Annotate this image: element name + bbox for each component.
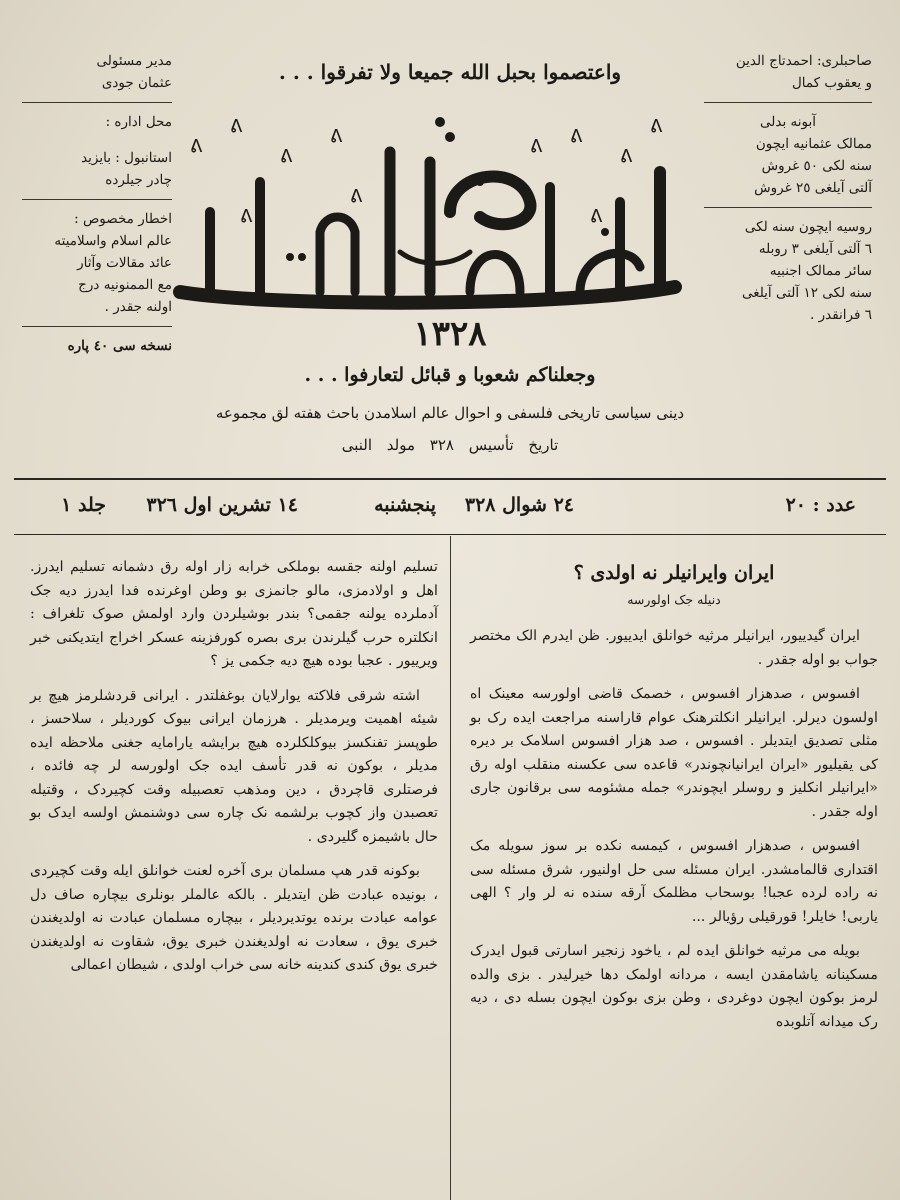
office-line: چادر جیلرده (105, 172, 172, 188)
office-title: محل اداره : (105, 114, 172, 130)
subscription-line: آلتی آیلغی ٢٥ غروش (754, 180, 872, 196)
article-paragraph: افسوس ، صدهزار افسوس ، کیمسه نکده بر سوز سویله مک اقتداری قالمامشدر. ایران مسئله سی حل اولنیور، شرق مسئله سی نه راده لرده عجبا! بوسحاب مظلمک آرقه سنده نه لر وار ؟ الهی یاربی! خایلر! قورقیلی رؤیالر ... (470, 838, 878, 925)
subscription-title: آبونه بدلی (760, 114, 816, 130)
article-paragraph: ایران گیدییور، ایرانیلر مرثیه خوانلق ایدییور. ظن ایدرم الک مختصر جواب بو اوله جقدر . (470, 628, 878, 668)
volume-number: جلد ١ (61, 494, 106, 516)
motto-bottom: وجعلناکم شعوبا و قبائل لتعارفوا . . . (304, 364, 596, 386)
article-paragraph: اشته شرقی فلاکته یوارلایان بوغفلتدر . ایرانی قردشلرمز هیچ بر شیئه اهمیت ویرمدیلر . هرزمان ایرانی بیوک کوردیلر ، سلاحسز ، طوپسز تفنکسز بیوکلکلرده هیچ برایشه یارامایه جغنی ملاحظه ایده مدیلر ، بوکون نه قدر تأسف ایده جک اولورسه لر چه فائده ، فرصتلری قاچردق ، دین ومذهب تعصبیله وقت کچیردک ، وقتیله تعصبدن واز کچوب برلشمه نک چاره سی دوشنمش اولسه ایدک بو حال باشیمزه گلیردی . (30, 687, 438, 845)
divider (704, 207, 872, 208)
russia-line: روسیه ایچون سنه لکی (744, 219, 872, 235)
notice-line: عائد مقالات وآثار (77, 255, 172, 271)
hijri-date: ٢٤ شوال ٣٢٨ (464, 494, 574, 516)
svg-text:ᕕ: ᕕ (590, 206, 603, 227)
svg-text:ᕕ: ᕕ (240, 206, 253, 227)
bottom-rule (14, 534, 886, 535)
column-divider (450, 536, 451, 1200)
issue-bar (14, 482, 886, 530)
subscription-line: سنه لکی ٥٠ غروش (761, 158, 872, 174)
owners-line-2: و یعقوب کمال (791, 75, 872, 91)
rumi-date: ١٤ تشرین اول ٣٢٦ (146, 494, 298, 516)
svg-text:ᕕ: ᕕ (190, 136, 203, 157)
subscription-line: ممالک عثمانیه ایچون (755, 136, 872, 152)
svg-text:ᕕ: ᕕ (650, 116, 663, 137)
svg-text:ᕕ: ᕕ (570, 126, 583, 147)
article-left-column (30, 556, 438, 989)
divider (704, 102, 872, 103)
weekday: پنجشنبه (374, 494, 436, 516)
header-right-column (704, 50, 872, 326)
issue-number: عدد : ٢٠ (785, 494, 856, 516)
svg-text:ᕕ: ᕕ (330, 126, 343, 147)
year-label: ١٣٢٨ (413, 314, 487, 354)
masthead-logo (150, 92, 710, 342)
russia-line: ٦ آلتی آیلغی ٣ روبله (758, 241, 872, 257)
notice-line: مع الممنونیه درج (78, 277, 172, 293)
svg-text:ᕕ: ᕕ (530, 136, 543, 157)
office-line: استانبول : بایزید (81, 150, 172, 166)
svg-text:ᕕ: ᕕ (350, 186, 363, 207)
top-rule (14, 478, 886, 480)
price-label: نسخه سی ٤٠ پاره (67, 338, 172, 354)
russia-line: ٦ فرانقدر . (810, 307, 872, 323)
manager-line-2: عثمان جودی (101, 75, 172, 91)
notice-line: اولنه جقدر . (104, 299, 172, 315)
journal-description: دینی سیاسی تاریخی فلسفی و احوال عالم اسلامدن باحث هفته لق مجموعه (215, 404, 685, 422)
article-paragraph: بویله می مرثیه خوانلق ایده لم ، یاخود زنجیر اسارتی قبول ایدرک مسکینانه یاشامقدن ایسه ، مردانه اولمک دها خیرلیدر . بزی والده لرمز بوکون ایچون دوغردی ، وطن بزی بوکون ایچون بسله دی ، دیه رک میدانه آتلوبده (470, 943, 878, 1030)
russia-line: سائر ممالک اجنبیه (769, 263, 872, 279)
article-paragraph: تسلیم اولنه جقسه بوملکی خرابه زار اوله رق دشمانه تسلیم ایدرز. اهل و اولادمزی، مالو جانمزی بو وطن اوغرنده فدا ایدرز دیه جک آدملرده یولنه جقمی؟ بندر بوشیلردن وارد اولمش صوک تلغراف : انکلتره حرب گیلرندن بری بصره کورفزینه عسکر اخراج ایتدیکنی خبر ویرییور . عجبا بوده هیچ دیه جکمی یز ؟ (30, 559, 438, 669)
notice-line: اخطار مخصوص : (74, 211, 172, 227)
owners-line-1: صاحبلری: احمدتاج الدین (735, 53, 872, 69)
motto-top: واعتصموا بحبل الله جمیعا ولا تفرقوا . . . (278, 60, 622, 84)
svg-text:ᕕ: ᕕ (620, 146, 633, 167)
founding-dates: تاریخ تأسیس ٣٢٨ مولد النبی (341, 436, 559, 454)
notice-line: عالم اسلام واسلامیته (54, 233, 172, 249)
russia-line: سنه لکی ١٢ آلتی آیلغی (741, 285, 872, 301)
article-paragraph: بوکونه قدر هپ مسلمان بری آخره لعنت خوانلق ایله وقت کچیردی ، بونیده عبادت ظن ایتدیلر . بالکه عالملر بونلری بیچاره صاف دل عوامه عبادت برنده یوتدیردیلر ، بیچاره مسلمان عبادت نه اولدیغندن خبری یوق ، سعادت نه اولدیغندن خبری یوق، شقاوت نه اولدیغندن خبری یوق کندی کندینه خانه سی خراب اولدی ، شیطان اعمالی (30, 863, 438, 973)
svg-text:ᕕ: ᕕ (280, 146, 293, 167)
article-subtitle: دنیله جک اولورسه (627, 591, 721, 607)
article-paragraph: افسوس ، صدهزار افسوس ، خصمک قاضی اولورسه معینک اه اولسون دیرلر. ایرانیلر انکلترهنک عوام قاراسنه مراجعت ایده رک بو مثلی تصدیق ایتدیلر . افسوس ، صد هزار افسوس اسلامک بر دیره کی یقیلیور «ایران ایرانیانچوندر» قاعده سی عکسنه منقلب اوله رق «ایرانیلر انکلیز و روسلر ایچوندر» جمله مشئومه سی برقانون جاری اوله جقدر . (470, 686, 878, 820)
article-title: ایران وایرانیلر نه اولدی ؟ (573, 562, 775, 584)
svg-text:ᕕ: ᕕ (230, 116, 243, 137)
article-right-column (470, 556, 878, 1045)
manager-line-1: مدیر مسئولی (96, 53, 172, 69)
